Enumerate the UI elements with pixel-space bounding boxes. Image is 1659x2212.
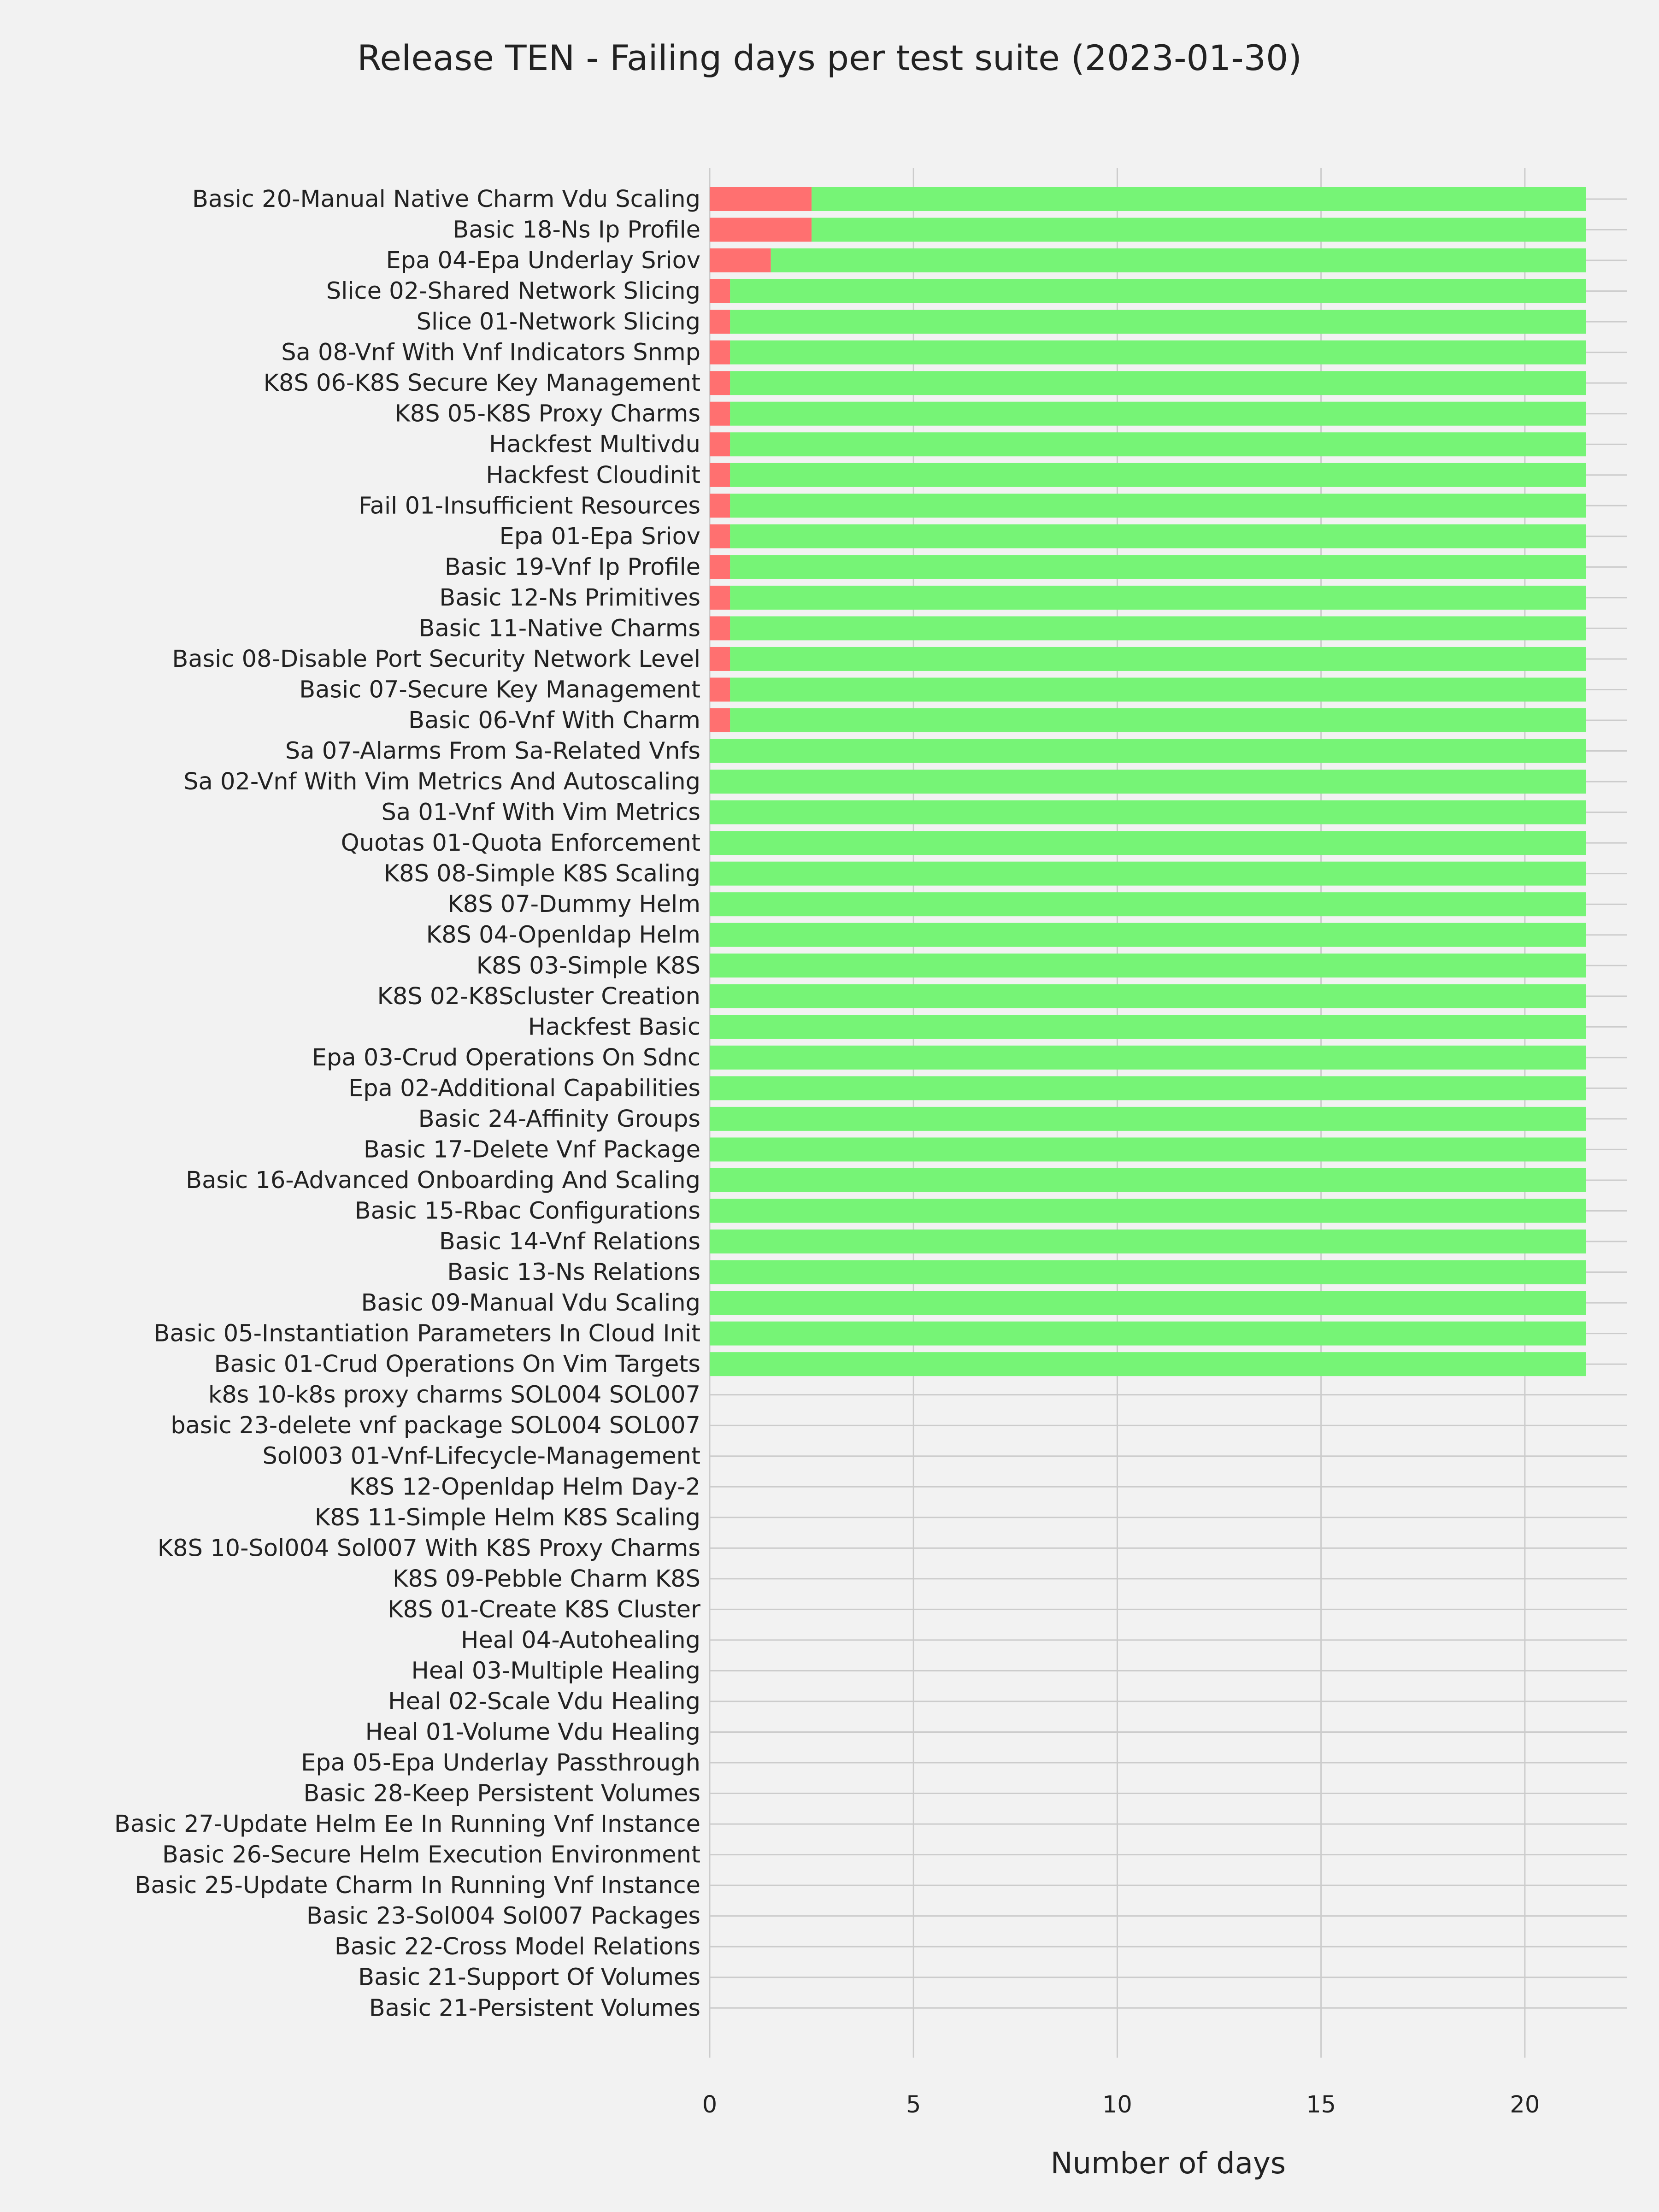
bar-passing-days <box>730 371 1586 395</box>
y-tick-label: k8s 10-k8s proxy charms SOL004 SOL007 <box>208 1381 700 1409</box>
bar-passing-days <box>730 708 1586 732</box>
y-tick-label: Basic 18-Ns Ip Profile <box>453 216 700 244</box>
y-tick-label: Basic 17-Delete Vnf Package <box>363 1136 700 1164</box>
bar-passing-days <box>710 831 1586 855</box>
y-tick-label: Basic 28-Keep Persistent Volumes <box>303 1780 700 1807</box>
x-tick-labels <box>702 2091 1540 2118</box>
bar-passing-days <box>730 494 1586 518</box>
y-tick-label: Sol003 01-Vnf-Lifecycle-Management <box>262 1442 700 1470</box>
bar-passing-days <box>710 1046 1586 1070</box>
x-tick-label: 5 <box>906 2091 921 2118</box>
bar-passing-days <box>730 677 1586 701</box>
y-tick-label: Hackfest Basic <box>528 1013 700 1041</box>
bar-failing-days <box>710 279 730 303</box>
y-tick-label: Basic 14-Vnf Relations <box>439 1228 700 1256</box>
y-tick-label: Hackfest Multivdu <box>489 431 700 459</box>
y-tick-label: Basic 26-Secure Helm Execution Environment <box>162 1841 700 1869</box>
bar-passing-days <box>730 341 1586 365</box>
bar-passing-days <box>812 218 1586 242</box>
bar-failing-days <box>710 463 730 487</box>
y-tick-label: K8S 10-Sol004 Sol007 With K8S Proxy Charms <box>157 1535 700 1562</box>
y-tick-label: K8S 04-Openldap Helm <box>426 921 700 949</box>
bar-passing-days <box>710 1291 1586 1315</box>
y-tick-label: Heal 02-Scale Vdu Healing <box>388 1688 700 1715</box>
bar-failing-days <box>710 310 730 334</box>
bar-passing-days <box>710 984 1586 1008</box>
bar-passing-days <box>710 1260 1586 1284</box>
bar-passing-days <box>710 1137 1586 1161</box>
y-tick-label: Sa 08-Vnf With Vnf Indicators Snmp <box>281 339 700 366</box>
bar-passing-days <box>730 463 1586 487</box>
bar-failing-days <box>710 524 730 548</box>
y-tick-label: Epa 05-Epa Underlay Passthrough <box>301 1749 700 1777</box>
y-tick-labels <box>114 186 700 2022</box>
y-tick-label: Slice 02-Shared Network Slicing <box>326 277 700 305</box>
y-tick-label: Hackfest Cloudinit <box>486 461 700 489</box>
y-tick-label: Epa 04-Epa Underlay Sriov <box>386 247 700 275</box>
y-tick-label: Heal 03-Multiple Healing <box>411 1657 700 1685</box>
bar-passing-days <box>710 1322 1586 1346</box>
y-tick-label: K8S 01-Create K8S Cluster <box>388 1596 700 1624</box>
bar-passing-days <box>730 555 1586 579</box>
bar-passing-days <box>730 402 1586 426</box>
y-tick-label: Fail 01-Insufficient Resources <box>359 492 700 520</box>
y-tick-label: Epa 01-Epa Sriov <box>499 523 700 550</box>
bar-passing-days <box>710 1199 1586 1223</box>
bar-passing-days <box>710 1076 1586 1100</box>
y-tick-label: Basic 21-Support Of Volumes <box>358 1964 700 1991</box>
chart-title: Release TEN - Failing days per test suite (2023-01-30) <box>357 37 1302 78</box>
bar-failing-days <box>710 218 812 242</box>
bar-failing-days <box>710 341 730 365</box>
bar-failing-days <box>710 187 812 211</box>
y-tick-label: K8S 05-K8S Proxy Charms <box>394 400 700 428</box>
x-tick-label: 20 <box>1510 2091 1540 2118</box>
bar-failing-days <box>710 432 730 456</box>
bar-passing-days <box>730 310 1586 334</box>
bar-passing-days <box>710 739 1586 763</box>
bar-passing-days <box>730 432 1586 456</box>
bar-passing-days <box>710 892 1586 916</box>
y-tick-label: Basic 27-Update Helm Ee In Running Vnf Instance <box>114 1811 700 1838</box>
y-tick-label: Basic 06-Vnf With Charm <box>408 707 700 735</box>
y-tick-label: K8S 07-Dummy Helm <box>447 891 700 918</box>
y-tick-label: Basic 11-Native Charms <box>418 615 700 642</box>
bar-failing-days <box>710 647 730 671</box>
bar-passing-days <box>710 923 1586 947</box>
bar-passing-days <box>710 1107 1586 1131</box>
y-tick-label: K8S 03-Simple K8S <box>476 952 700 980</box>
y-tick-label: Basic 15-Rbac Configurations <box>354 1197 700 1225</box>
bar-passing-days <box>771 248 1586 272</box>
bar-failing-days <box>710 555 730 579</box>
y-tick-label: Epa 02-Additional Capabilities <box>348 1075 700 1102</box>
y-tick-label: Basic 25-Update Charm In Running Vnf Instance <box>135 1872 700 1900</box>
y-tick-label: Sa 07-Alarms From Sa-Related Vnfs <box>285 737 700 765</box>
y-tick-label: Heal 01-Volume Vdu Healing <box>365 1718 700 1746</box>
y-tick-label: Basic 23-Sol004 Sol007 Packages <box>306 1902 700 1930</box>
y-tick-label: K8S 12-Openldap Helm Day-2 <box>349 1473 700 1501</box>
y-tick-label: Basic 08-Disable Port Security Network Level <box>172 645 700 673</box>
y-tick-label: Epa 03-Crud Operations On Sdnc <box>312 1044 700 1071</box>
y-tick-label: Slice 01-Network Slicing <box>416 308 700 336</box>
bar-passing-days <box>730 279 1586 303</box>
y-tick-label: K8S 06-K8S Secure Key Management <box>263 370 700 397</box>
y-tick-label: Basic 05-Instantiation Parameters In Cloud Init <box>153 1320 700 1347</box>
y-tick-label: Sa 01-Vnf With Vim Metrics <box>381 799 700 826</box>
bar-failing-days <box>710 402 730 426</box>
y-tick-label: Basic 01-Crud Operations On Vim Targets <box>214 1351 700 1378</box>
y-tick-label: Basic 09-Manual Vdu Scaling <box>361 1289 700 1317</box>
y-tick-label: Basic 20-Manual Native Charm Vdu Scaling <box>192 186 700 213</box>
bar-failing-days <box>710 616 730 640</box>
bar-failing-days <box>710 708 730 732</box>
y-tick-label: Quotas 01-Quota Enforcement <box>341 830 700 857</box>
bars <box>710 187 1586 1376</box>
bar-passing-days <box>730 586 1586 610</box>
bar-passing-days <box>812 187 1586 211</box>
bar-failing-days <box>710 677 730 701</box>
y-tick-label: Basic 13-Ns Relations <box>447 1259 700 1286</box>
y-tick-label: K8S 11-Simple Helm K8S Scaling <box>314 1504 700 1531</box>
bar-failing-days <box>710 494 730 518</box>
bar-passing-days <box>730 647 1586 671</box>
y-tick-label: Basic 07-Secure Key Management <box>299 676 700 704</box>
bar-passing-days <box>710 1015 1586 1039</box>
bar-passing-days <box>710 800 1586 824</box>
y-tick-label: Basic 21-Persistent Volumes <box>369 1994 700 2022</box>
y-tick-label: Basic 16-Advanced Onboarding And Scaling <box>186 1166 700 1194</box>
bar-passing-days <box>730 524 1586 548</box>
y-tick-label: Basic 12-Ns Primitives <box>439 584 700 612</box>
bar-passing-days <box>710 1168 1586 1192</box>
y-tick-label: K8S 02-K8Scluster Creation <box>377 982 700 1010</box>
bar-passing-days <box>730 616 1586 640</box>
bar-failing-days <box>710 586 730 610</box>
y-tick-label: Basic 24-Affinity Groups <box>418 1105 700 1133</box>
y-tick-label: K8S 08-Simple K8S Scaling <box>383 860 700 888</box>
y-tick-label: basic 23-delete vnf package SOL004 SOL007 <box>171 1412 700 1440</box>
x-axis-label: Number of days <box>1050 2147 1286 2181</box>
y-tick-label: Sa 02-Vnf With Vim Metrics And Autoscaling <box>183 768 700 796</box>
bar-failing-days <box>710 248 771 272</box>
x-tick-label: 10 <box>1102 2091 1132 2118</box>
bar-failing-days <box>710 371 730 395</box>
bar-passing-days <box>710 1352 1586 1376</box>
y-tick-label: Heal 04-Autohealing <box>461 1626 700 1654</box>
x-tick-label: 15 <box>1306 2091 1336 2118</box>
bar-passing-days <box>710 1230 1586 1253</box>
y-tick-label: K8S 09-Pebble Charm K8S <box>392 1565 700 1593</box>
bar-passing-days <box>710 953 1586 977</box>
x-tick-label: 0 <box>702 2091 718 2118</box>
y-tick-label: Basic 22-Cross Model Relations <box>334 1933 700 1961</box>
bar-passing-days <box>710 862 1586 886</box>
y-tick-label: Basic 19-Vnf Ip Profile <box>444 553 700 581</box>
bar-passing-days <box>710 770 1586 794</box>
